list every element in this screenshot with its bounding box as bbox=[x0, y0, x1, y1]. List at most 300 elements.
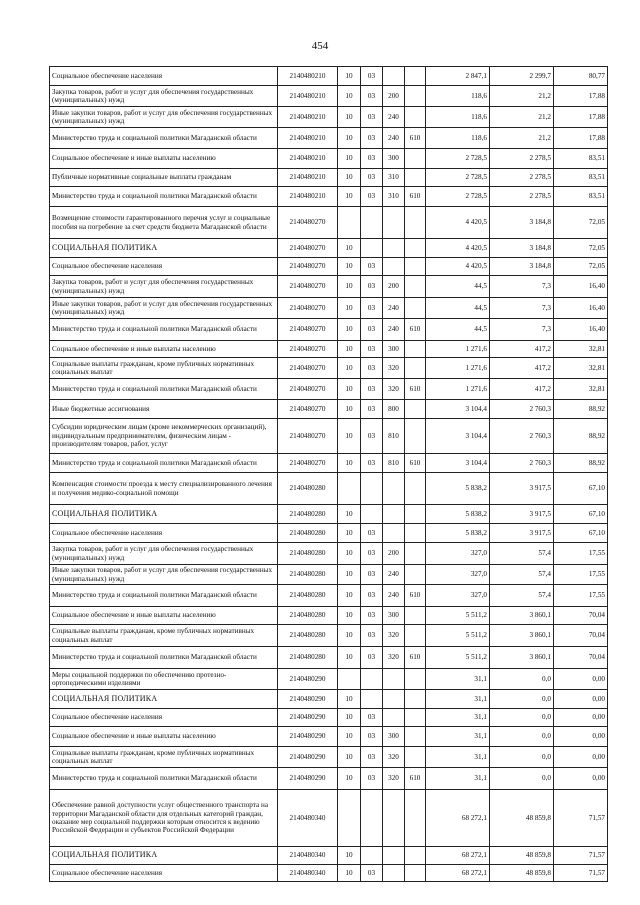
row-subsection-cell: 03 bbox=[361, 647, 383, 669]
row-name-cell: Закупка товаров, работ и услуг для обеспечения государственных (муниципальных) нужд bbox=[50, 543, 278, 565]
row-plan-cell: 3 104,4 bbox=[426, 400, 490, 419]
row-plan-cell: 2 728,5 bbox=[426, 149, 490, 169]
row-section-cell: 10 bbox=[338, 847, 361, 865]
row-admin-code-cell bbox=[405, 419, 426, 454]
row-plan-cell: 4 420,5 bbox=[426, 258, 490, 276]
table-row bbox=[50, 543, 608, 565]
table-row bbox=[50, 239, 608, 258]
row-code-cell: 2140480270 bbox=[278, 207, 338, 239]
row-percent-cell: 72,05 bbox=[554, 239, 608, 258]
row-plan-cell: 5 838,2 bbox=[426, 524, 490, 543]
row-code-cell: 2140480290 bbox=[278, 747, 338, 768]
row-code-cell: 2140480280 bbox=[278, 473, 338, 505]
row-admin-code-cell: 610 bbox=[405, 128, 426, 149]
row-percent-cell: 70,04 bbox=[554, 607, 608, 625]
row-name-cell: Социальные выплаты гражданам, кроме публичных нормативных социальных выплат bbox=[50, 625, 278, 647]
row-section-cell: 10 bbox=[338, 454, 361, 473]
table-row bbox=[50, 669, 608, 690]
table-row bbox=[50, 625, 608, 647]
row-name-cell: Министерство труда и социальной политики Магаданской области bbox=[50, 128, 278, 149]
budget-table bbox=[49, 66, 608, 882]
row-name-cell: Иные закупки товаров, работ и услуг для обеспечения государственных (муниципальных) нужд bbox=[50, 107, 278, 128]
row-code-cell: 2140480270 bbox=[278, 239, 338, 258]
row-admin-code-cell bbox=[405, 505, 426, 524]
row-admin-code-cell: 610 bbox=[405, 647, 426, 669]
row-subsection-cell: 03 bbox=[361, 298, 383, 319]
row-admin-code-cell bbox=[405, 258, 426, 276]
row-admin-code-cell bbox=[405, 543, 426, 565]
row-name-cell: Возмещение стоимости гарантированного перечня услуг и социальные пособия на погребение за счет средств бюджета Магаданской области bbox=[50, 207, 278, 239]
row-expense-type-cell bbox=[383, 239, 405, 258]
row-expense-type-cell bbox=[383, 790, 405, 847]
row-name-cell: Социальное обеспечение населения bbox=[50, 524, 278, 543]
row-subsection-cell bbox=[361, 505, 383, 524]
row-expense-type-cell: 240 bbox=[383, 107, 405, 128]
table-row bbox=[50, 768, 608, 790]
table-row bbox=[50, 690, 608, 709]
row-name-cell: Закупка товаров, работ и услуг для обеспечения государственных (муниципальных) нужд bbox=[50, 276, 278, 298]
row-actual-cell: 3 184,8 bbox=[490, 239, 554, 258]
row-code-cell: 2140480280 bbox=[278, 524, 338, 543]
row-subsection-cell: 03 bbox=[361, 727, 383, 747]
row-expense-type-cell bbox=[383, 865, 405, 882]
row-expense-type-cell: 320 bbox=[383, 747, 405, 768]
row-section-cell: 10 bbox=[338, 709, 361, 727]
row-actual-cell: 3 917,5 bbox=[490, 473, 554, 505]
row-admin-code-cell: 610 bbox=[405, 768, 426, 790]
row-code-cell: 2140480280 bbox=[278, 647, 338, 669]
row-percent-cell: 32,81 bbox=[554, 358, 608, 379]
row-plan-cell: 5 838,2 bbox=[426, 505, 490, 524]
row-percent-cell: 0,00 bbox=[554, 690, 608, 709]
row-expense-type-cell: 320 bbox=[383, 647, 405, 669]
row-code-cell: 2140480270 bbox=[278, 400, 338, 419]
row-expense-type-cell bbox=[383, 67, 405, 86]
row-section-cell bbox=[338, 207, 361, 239]
row-name-cell: Министерство труда и социальной политики Магаданской области bbox=[50, 768, 278, 790]
row-actual-cell: 0,0 bbox=[490, 768, 554, 790]
row-admin-code-cell bbox=[405, 565, 426, 585]
row-name-cell: Обеспечение равной доступности услуг общественного транспорта на территории Магаданской области для отдельных категорий граждан, оказание мер социальной поддержки которым относится к ведению Российской Федерации и субъектов Российской Федерации bbox=[50, 790, 278, 847]
row-admin-code-cell bbox=[405, 625, 426, 647]
row-admin-code-cell bbox=[405, 298, 426, 319]
row-subsection-cell: 03 bbox=[361, 187, 383, 207]
row-expense-type-cell: 320 bbox=[383, 379, 405, 400]
row-expense-type-cell: 810 bbox=[383, 454, 405, 473]
row-subsection-cell bbox=[361, 207, 383, 239]
row-actual-cell: 417,2 bbox=[490, 358, 554, 379]
row-subsection-cell: 03 bbox=[361, 565, 383, 585]
row-expense-type-cell: 310 bbox=[383, 169, 405, 187]
table-row bbox=[50, 505, 608, 524]
table-row bbox=[50, 747, 608, 768]
row-code-cell: 2140480280 bbox=[278, 585, 338, 607]
row-plan-cell: 31,1 bbox=[426, 727, 490, 747]
row-expense-type-cell: 320 bbox=[383, 768, 405, 790]
row-actual-cell: 57,4 bbox=[490, 565, 554, 585]
row-actual-cell: 417,2 bbox=[490, 379, 554, 400]
row-subsection-cell: 03 bbox=[361, 169, 383, 187]
row-name-cell: Иные закупки товаров, работ и услуг для обеспечения государственных (муниципальных) нужд bbox=[50, 565, 278, 585]
row-plan-cell: 68 272,1 bbox=[426, 865, 490, 882]
table-row bbox=[50, 565, 608, 585]
row-expense-type-cell: 320 bbox=[383, 358, 405, 379]
row-code-cell: 2140480270 bbox=[278, 379, 338, 400]
row-section-cell: 10 bbox=[338, 128, 361, 149]
row-expense-type-cell bbox=[383, 207, 405, 239]
row-actual-cell: 3 917,5 bbox=[490, 505, 554, 524]
row-admin-code-cell bbox=[405, 276, 426, 298]
row-actual-cell: 7,3 bbox=[490, 298, 554, 319]
table-row bbox=[50, 128, 608, 149]
row-expense-type-cell bbox=[383, 524, 405, 543]
row-name-cell: Социальное обеспечение населения bbox=[50, 709, 278, 727]
row-plan-cell: 2 728,5 bbox=[426, 187, 490, 207]
row-admin-code-cell bbox=[405, 847, 426, 865]
row-subsection-cell bbox=[361, 847, 383, 865]
row-admin-code-cell bbox=[405, 669, 426, 690]
row-code-cell: 2140480210 bbox=[278, 107, 338, 128]
row-plan-cell: 31,1 bbox=[426, 709, 490, 727]
row-actual-cell: 3 860,1 bbox=[490, 607, 554, 625]
row-section-cell: 10 bbox=[338, 67, 361, 86]
row-code-cell: 2140480280 bbox=[278, 565, 338, 585]
row-actual-cell: 0,0 bbox=[490, 747, 554, 768]
row-subsection-cell: 03 bbox=[361, 149, 383, 169]
row-expense-type-cell bbox=[383, 690, 405, 709]
row-subsection-cell: 03 bbox=[361, 747, 383, 768]
row-code-cell: 2140480280 bbox=[278, 505, 338, 524]
row-percent-cell: 0,00 bbox=[554, 709, 608, 727]
row-plan-cell: 327,0 bbox=[426, 565, 490, 585]
row-subsection-cell: 03 bbox=[361, 341, 383, 358]
row-code-cell: 2140480270 bbox=[278, 319, 338, 341]
row-section-cell: 10 bbox=[338, 543, 361, 565]
row-plan-cell: 4 420,5 bbox=[426, 207, 490, 239]
row-admin-code-cell bbox=[405, 341, 426, 358]
row-expense-type-cell: 300 bbox=[383, 727, 405, 747]
row-code-cell: 2140480290 bbox=[278, 768, 338, 790]
row-subsection-cell bbox=[361, 790, 383, 847]
row-code-cell: 2140480340 bbox=[278, 790, 338, 847]
row-percent-cell: 16,40 bbox=[554, 298, 608, 319]
row-code-cell: 2140480270 bbox=[278, 341, 338, 358]
row-section-cell: 10 bbox=[338, 647, 361, 669]
row-admin-code-cell bbox=[405, 239, 426, 258]
row-admin-code-cell bbox=[405, 473, 426, 505]
row-section-cell: 10 bbox=[338, 565, 361, 585]
row-actual-cell: 21,2 bbox=[490, 86, 554, 107]
row-plan-cell: 1 271,6 bbox=[426, 341, 490, 358]
row-actual-cell: 0,0 bbox=[490, 709, 554, 727]
row-expense-type-cell bbox=[383, 847, 405, 865]
row-code-cell: 2140480210 bbox=[278, 86, 338, 107]
row-percent-cell: 0,00 bbox=[554, 747, 608, 768]
row-plan-cell: 5 511,2 bbox=[426, 625, 490, 647]
table-row bbox=[50, 585, 608, 607]
row-admin-code-cell bbox=[405, 709, 426, 727]
row-percent-cell: 17,88 bbox=[554, 128, 608, 149]
row-subsection-cell: 03 bbox=[361, 607, 383, 625]
row-actual-cell: 3 184,8 bbox=[490, 258, 554, 276]
row-plan-cell: 44,5 bbox=[426, 276, 490, 298]
row-name-cell: Иные закупки товаров, работ и услуг для обеспечения государственных (муниципальных) нужд bbox=[50, 298, 278, 319]
row-actual-cell: 57,4 bbox=[490, 585, 554, 607]
row-percent-cell: 17,88 bbox=[554, 107, 608, 128]
row-actual-cell: 0,0 bbox=[490, 690, 554, 709]
table-row bbox=[50, 454, 608, 473]
row-section-cell: 10 bbox=[338, 149, 361, 169]
row-name-cell: Министерство труда и социальной политики Магаданской области bbox=[50, 319, 278, 341]
row-subsection-cell: 03 bbox=[361, 585, 383, 607]
row-subsection-cell: 03 bbox=[361, 67, 383, 86]
row-subsection-cell: 03 bbox=[361, 543, 383, 565]
row-percent-cell: 17,55 bbox=[554, 585, 608, 607]
row-section-cell: 10 bbox=[338, 319, 361, 341]
row-actual-cell: 3 860,1 bbox=[490, 647, 554, 669]
row-section-cell: 10 bbox=[338, 86, 361, 107]
row-expense-type-cell bbox=[383, 669, 405, 690]
table-row bbox=[50, 607, 608, 625]
table-row bbox=[50, 319, 608, 341]
table-row bbox=[50, 298, 608, 319]
row-admin-code-cell bbox=[405, 86, 426, 107]
row-name-cell: Социальное обеспечение и иные выплаты населению bbox=[50, 607, 278, 625]
row-plan-cell: 1 271,6 bbox=[426, 379, 490, 400]
row-admin-code-cell bbox=[405, 524, 426, 543]
row-percent-cell: 71,57 bbox=[554, 847, 608, 865]
row-actual-cell: 57,4 bbox=[490, 543, 554, 565]
row-subsection-cell: 03 bbox=[361, 258, 383, 276]
row-actual-cell: 2 760,3 bbox=[490, 400, 554, 419]
row-percent-cell: 67,10 bbox=[554, 524, 608, 543]
row-expense-type-cell: 300 bbox=[383, 341, 405, 358]
row-plan-cell: 68 272,1 bbox=[426, 790, 490, 847]
row-percent-cell: 17,55 bbox=[554, 543, 608, 565]
row-actual-cell: 2 760,3 bbox=[490, 419, 554, 454]
row-name-cell: Социальное обеспечение населения bbox=[50, 865, 278, 882]
row-name-cell: Социальное обеспечение и иные выплаты населению bbox=[50, 149, 278, 169]
row-admin-code-cell bbox=[405, 149, 426, 169]
table-row bbox=[50, 169, 608, 187]
row-subsection-cell: 03 bbox=[361, 128, 383, 149]
row-expense-type-cell: 240 bbox=[383, 585, 405, 607]
row-plan-cell: 118,6 bbox=[426, 107, 490, 128]
row-percent-cell: 70,04 bbox=[554, 647, 608, 669]
row-actual-cell: 3 860,1 bbox=[490, 625, 554, 647]
row-code-cell: 2140480210 bbox=[278, 67, 338, 86]
row-actual-cell: 0,0 bbox=[490, 669, 554, 690]
row-subsection-cell: 03 bbox=[361, 524, 383, 543]
row-percent-cell: 72,05 bbox=[554, 207, 608, 239]
row-name-cell: СОЦИАЛЬНАЯ ПОЛИТИКА bbox=[50, 505, 278, 524]
row-admin-code-cell: 610 bbox=[405, 379, 426, 400]
row-section-cell: 10 bbox=[338, 419, 361, 454]
row-subsection-cell bbox=[361, 669, 383, 690]
table-row bbox=[50, 709, 608, 727]
row-section-cell: 10 bbox=[338, 524, 361, 543]
row-plan-cell: 68 272,1 bbox=[426, 847, 490, 865]
table-row bbox=[50, 258, 608, 276]
row-name-cell: Социальные выплаты гражданам, кроме публичных нормативных социальных выплат bbox=[50, 358, 278, 379]
row-code-cell: 2140480290 bbox=[278, 669, 338, 690]
row-expense-type-cell: 200 bbox=[383, 543, 405, 565]
row-percent-cell: 88,92 bbox=[554, 419, 608, 454]
row-expense-type-cell: 320 bbox=[383, 625, 405, 647]
row-code-cell: 2140480290 bbox=[278, 727, 338, 747]
row-expense-type-cell bbox=[383, 258, 405, 276]
table-row bbox=[50, 67, 608, 86]
row-admin-code-cell bbox=[405, 747, 426, 768]
row-plan-cell: 5 511,2 bbox=[426, 607, 490, 625]
row-actual-cell: 2 278,5 bbox=[490, 169, 554, 187]
row-actual-cell: 21,2 bbox=[490, 128, 554, 149]
row-name-cell: Министерство труда и социальной политики Магаданской области bbox=[50, 187, 278, 207]
row-actual-cell: 48 859,8 bbox=[490, 865, 554, 882]
table-row bbox=[50, 379, 608, 400]
row-admin-code-cell bbox=[405, 358, 426, 379]
row-section-cell: 10 bbox=[338, 747, 361, 768]
row-percent-cell: 67,10 bbox=[554, 473, 608, 505]
row-section-cell: 10 bbox=[338, 187, 361, 207]
row-plan-cell: 2 728,5 bbox=[426, 169, 490, 187]
row-subsection-cell: 03 bbox=[361, 400, 383, 419]
row-section-cell bbox=[338, 473, 361, 505]
row-admin-code-cell bbox=[405, 690, 426, 709]
row-percent-cell: 32,81 bbox=[554, 341, 608, 358]
row-expense-type-cell: 300 bbox=[383, 149, 405, 169]
row-section-cell: 10 bbox=[338, 258, 361, 276]
row-code-cell: 2140480280 bbox=[278, 607, 338, 625]
row-expense-type-cell: 310 bbox=[383, 187, 405, 207]
row-actual-cell: 2 299,7 bbox=[490, 67, 554, 86]
row-name-cell: Министерство труда и социальной политики Магаданской области bbox=[50, 647, 278, 669]
row-section-cell: 10 bbox=[338, 107, 361, 128]
row-subsection-cell: 03 bbox=[361, 709, 383, 727]
row-expense-type-cell: 800 bbox=[383, 400, 405, 419]
row-percent-cell: 88,92 bbox=[554, 400, 608, 419]
row-admin-code-cell: 610 bbox=[405, 585, 426, 607]
row-percent-cell: 0,00 bbox=[554, 727, 608, 747]
row-actual-cell: 3 917,5 bbox=[490, 524, 554, 543]
row-percent-cell: 72,05 bbox=[554, 258, 608, 276]
row-name-cell: Министерство труда и социальной политики Магаданской области bbox=[50, 454, 278, 473]
table-row bbox=[50, 524, 608, 543]
row-percent-cell: 83,51 bbox=[554, 169, 608, 187]
row-subsection-cell: 03 bbox=[361, 319, 383, 341]
row-subsection-cell: 03 bbox=[361, 86, 383, 107]
table-row bbox=[50, 865, 608, 882]
row-plan-cell: 3 104,4 bbox=[426, 419, 490, 454]
table-row bbox=[50, 790, 608, 847]
row-plan-cell: 31,1 bbox=[426, 747, 490, 768]
row-section-cell: 10 bbox=[338, 169, 361, 187]
row-actual-cell: 48 859,8 bbox=[490, 847, 554, 865]
row-percent-cell: 16,40 bbox=[554, 276, 608, 298]
page-number: 454 bbox=[311, 40, 329, 52]
row-plan-cell: 44,5 bbox=[426, 298, 490, 319]
row-percent-cell: 70,04 bbox=[554, 625, 608, 647]
row-expense-type-cell bbox=[383, 505, 405, 524]
row-name-cell: Социальные выплаты гражданам, кроме публичных нормативных социальных выплат bbox=[50, 747, 278, 768]
row-plan-cell: 3 104,4 bbox=[426, 454, 490, 473]
row-plan-cell: 1 271,6 bbox=[426, 358, 490, 379]
table-row bbox=[50, 276, 608, 298]
table-row bbox=[50, 358, 608, 379]
row-expense-type-cell: 240 bbox=[383, 298, 405, 319]
row-actual-cell: 2 760,3 bbox=[490, 454, 554, 473]
row-subsection-cell: 03 bbox=[361, 625, 383, 647]
row-percent-cell: 17,55 bbox=[554, 565, 608, 585]
row-section-cell: 10 bbox=[338, 379, 361, 400]
row-admin-code-cell bbox=[405, 727, 426, 747]
row-percent-cell: 71,57 bbox=[554, 865, 608, 882]
row-expense-type-cell: 240 bbox=[383, 565, 405, 585]
row-admin-code-cell bbox=[405, 207, 426, 239]
row-section-cell: 10 bbox=[338, 276, 361, 298]
row-code-cell: 2140480210 bbox=[278, 149, 338, 169]
row-plan-cell: 327,0 bbox=[426, 543, 490, 565]
row-subsection-cell bbox=[361, 239, 383, 258]
row-subsection-cell: 03 bbox=[361, 379, 383, 400]
row-admin-code-cell: 610 bbox=[405, 454, 426, 473]
row-admin-code-cell bbox=[405, 107, 426, 128]
row-section-cell: 10 bbox=[338, 607, 361, 625]
row-expense-type-cell: 200 bbox=[383, 86, 405, 107]
row-subsection-cell bbox=[361, 690, 383, 709]
row-percent-cell: 83,51 bbox=[554, 187, 608, 207]
row-subsection-cell: 03 bbox=[361, 358, 383, 379]
table-row bbox=[50, 400, 608, 419]
row-code-cell: 2140480290 bbox=[278, 690, 338, 709]
row-admin-code-cell bbox=[405, 400, 426, 419]
table-row bbox=[50, 473, 608, 505]
row-section-cell: 10 bbox=[338, 298, 361, 319]
table-row bbox=[50, 419, 608, 454]
row-name-cell: СОЦИАЛЬНАЯ ПОЛИТИКА bbox=[50, 690, 278, 709]
table-row bbox=[50, 149, 608, 169]
row-section-cell: 10 bbox=[338, 690, 361, 709]
row-plan-cell: 44,5 bbox=[426, 319, 490, 341]
table-row bbox=[50, 647, 608, 669]
row-code-cell: 2140480210 bbox=[278, 187, 338, 207]
row-name-cell: СОЦИАЛЬНАЯ ПОЛИТИКА bbox=[50, 847, 278, 865]
row-section-cell bbox=[338, 790, 361, 847]
row-code-cell: 2140480340 bbox=[278, 865, 338, 882]
row-name-cell: Социальное обеспечение населения bbox=[50, 67, 278, 86]
row-expense-type-cell: 300 bbox=[383, 607, 405, 625]
row-section-cell: 10 bbox=[338, 865, 361, 882]
row-name-cell: Социальное обеспечение и иные выплаты населению bbox=[50, 341, 278, 358]
row-admin-code-cell bbox=[405, 169, 426, 187]
row-code-cell: 2140480270 bbox=[278, 258, 338, 276]
row-plan-cell: 31,1 bbox=[426, 768, 490, 790]
row-section-cell: 10 bbox=[338, 625, 361, 647]
row-actual-cell: 417,2 bbox=[490, 341, 554, 358]
row-percent-cell: 83,51 bbox=[554, 149, 608, 169]
row-expense-type-cell bbox=[383, 473, 405, 505]
row-code-cell: 2140480270 bbox=[278, 454, 338, 473]
row-name-cell: Министерство труда и социальной политики Магаданской области bbox=[50, 585, 278, 607]
row-expense-type-cell: 240 bbox=[383, 319, 405, 341]
row-plan-cell: 4 420,5 bbox=[426, 239, 490, 258]
row-plan-cell: 2 847,1 bbox=[426, 67, 490, 86]
table-row bbox=[50, 341, 608, 358]
table-row bbox=[50, 727, 608, 747]
row-percent-cell: 16,40 bbox=[554, 319, 608, 341]
row-subsection-cell: 03 bbox=[361, 276, 383, 298]
row-section-cell: 10 bbox=[338, 239, 361, 258]
